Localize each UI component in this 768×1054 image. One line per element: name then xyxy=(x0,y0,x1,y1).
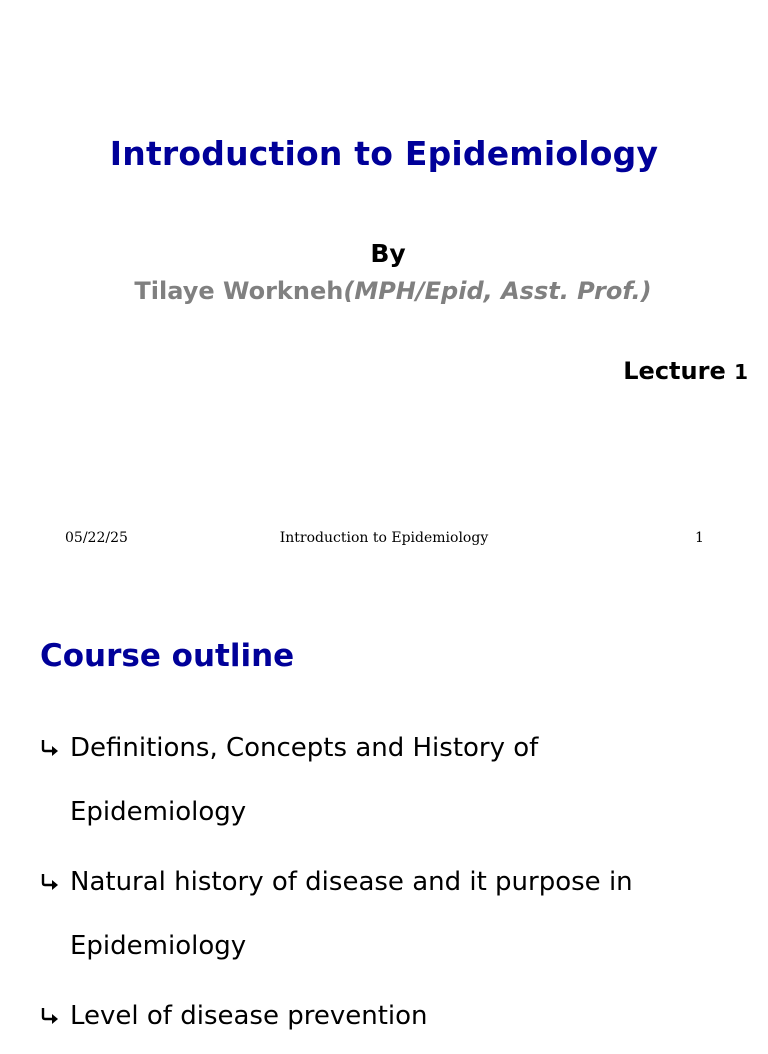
author-name: Tilaye Workneh xyxy=(134,277,344,305)
list-item xyxy=(0,716,680,844)
curved-arrow-bullet-icon xyxy=(40,872,60,892)
outline-title: Course outline xyxy=(40,638,295,674)
footer-date: 05/22/25 xyxy=(65,530,128,546)
list-item-label: Level of disease prevention xyxy=(70,1001,428,1031)
list-item xyxy=(0,984,680,1048)
lecture-text: Lecture xyxy=(623,357,735,385)
author-credentials: (MPH/Epid, Asst. Prof.) xyxy=(343,277,652,305)
list-item-label: Definitions, Concepts and History of Epidemiology xyxy=(70,733,539,827)
list-item-label: Natural history of disease and it purpose in Epidemiology xyxy=(70,867,633,961)
curved-arrow-bullet-icon xyxy=(40,738,60,758)
footer-title: Introduction to Epidemiology xyxy=(279,530,489,546)
slide-title: Introduction to Epidemiology xyxy=(109,134,659,173)
author-line xyxy=(0,277,768,305)
course-outline-slide xyxy=(0,576,768,1031)
curved-arrow-bullet-icon xyxy=(40,1006,60,1026)
lecture-label xyxy=(623,357,748,385)
footer-page-number: 1 xyxy=(695,530,704,546)
lecture-number: 1 xyxy=(734,360,748,384)
outline-list xyxy=(0,716,680,1054)
list-item xyxy=(0,850,680,978)
by-label: By xyxy=(370,239,406,268)
